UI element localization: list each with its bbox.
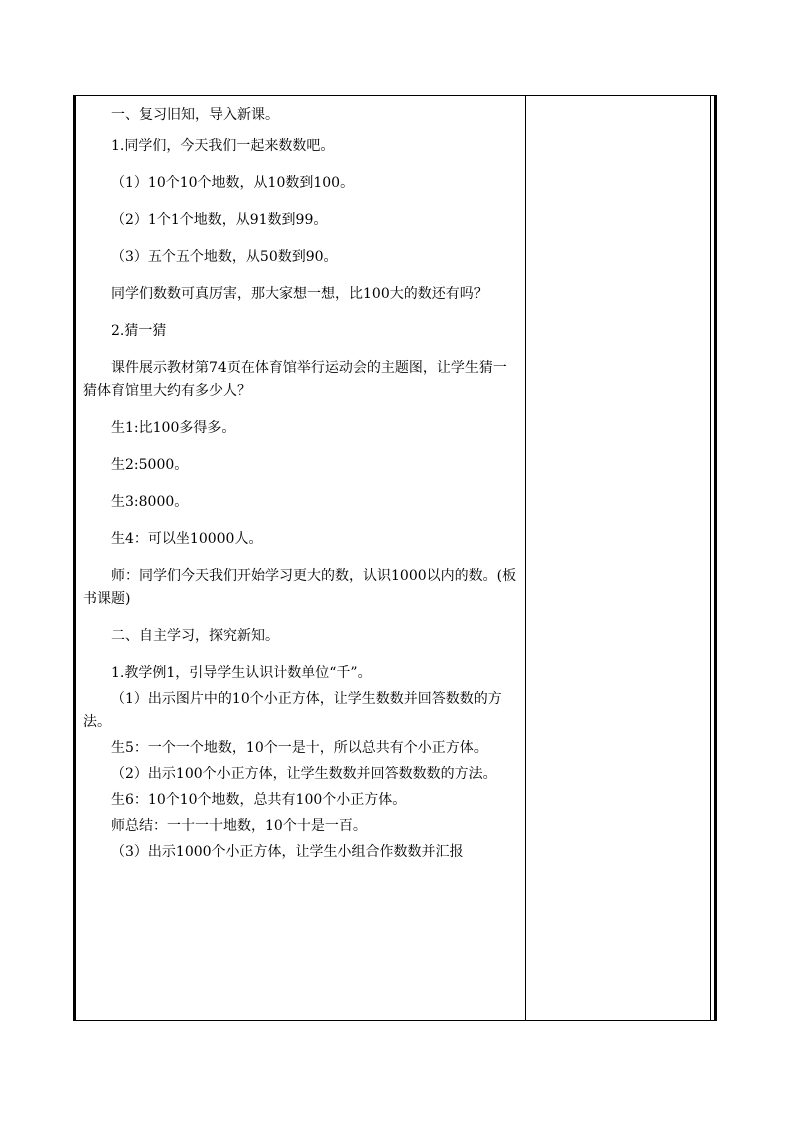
- lesson-table: [73, 95, 717, 1021]
- paragraph-student-5: 生5：一个一个地数，10个一是十，所以总共有个小正方体。: [111, 740, 488, 756]
- paragraph-student-4: 生4：可以坐10000人。: [111, 531, 263, 547]
- paragraph-student-1: 生1:比100多得多。: [111, 420, 236, 436]
- paragraph-question-100: 同学们数数可真厉害，那大家想一想，比100大的数还有吗？: [111, 286, 488, 302]
- paragraph-count-intro: 1.同学们，今天我们一起来数数吧。: [111, 138, 335, 154]
- paragraph-show-10-cubes: （1）出示图片中的10个小正方体，让学生数数并回答数数的方法。: [83, 691, 502, 730]
- paragraph-student-2: 生2:5000。: [111, 457, 189, 473]
- section-heading-review: 一、复习旧知，导入新课。: [111, 107, 279, 123]
- paragraph-student-3: 生3:8000。: [111, 494, 189, 510]
- paragraph-count-1: （1）10个10个地数，从10数到100。: [111, 175, 355, 191]
- paragraph-teacher-intro: 师：同学们今天我们开始学习更大的数，认识1000以内的数。(板书课题): [83, 568, 517, 607]
- paragraph-count-2: （2）1个1个地数，从91数到99。: [111, 212, 328, 228]
- paragraph-show-1000-cubes: （3）出示1000个小正方体，让学生小组合作数数并汇报: [111, 844, 464, 860]
- paragraph-teacher-summary: 师总结：一十一十地数，10个十是一百。: [111, 818, 367, 834]
- paragraph-guess-heading: 2.猜一猜: [111, 323, 167, 339]
- section-heading-explore: 二、自主学习，探究新知。: [111, 628, 279, 644]
- lesson-content: [83, 96, 519, 864]
- paragraph-count-3: （3）五个五个地数，从50数到90。: [111, 249, 338, 265]
- paragraph-example-1: 1.教学例1，引导学生认识计数单位“千”。: [111, 665, 372, 681]
- paragraph-courseware: 课件展示教材第74页在体育馆举行运动会的主题图，让学生猜一猜体育馆里大约有多少人？: [83, 360, 507, 399]
- column-divider: [525, 96, 526, 1020]
- right-border-inner: [710, 96, 711, 1020]
- paragraph-show-100-cubes: （2）出示100个小正方体，让学生数数并回答数数数的方法。: [111, 766, 497, 782]
- paragraph-student-6: 生6：10个10个地数，总共有100个小正方体。: [111, 792, 407, 808]
